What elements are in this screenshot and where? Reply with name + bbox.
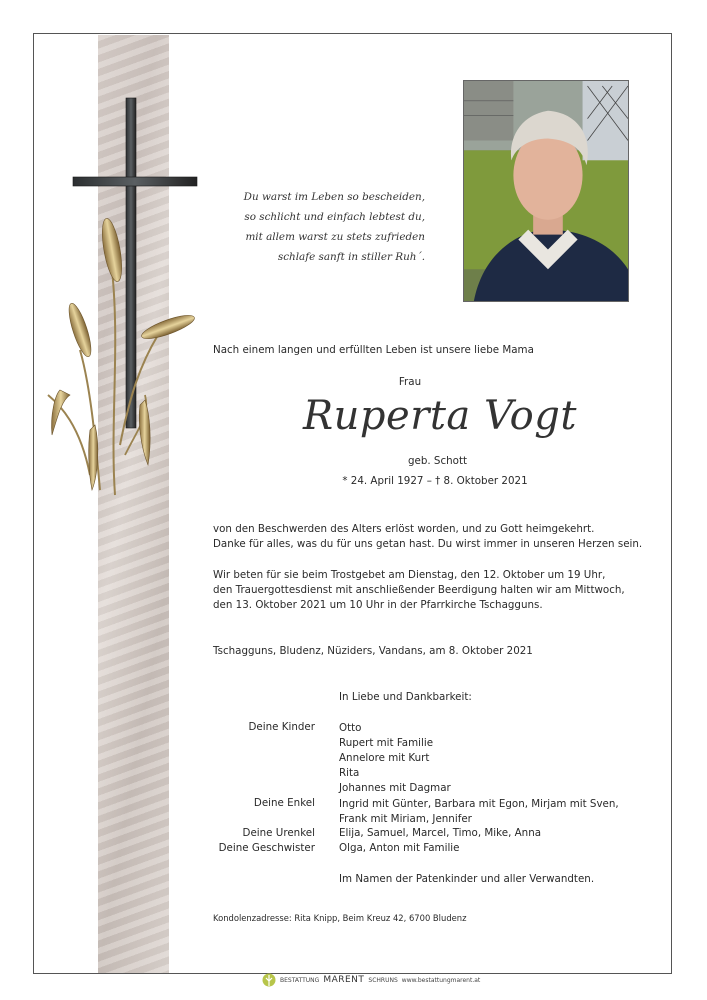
list-item: Otto: [339, 722, 362, 734]
footer-prefix: BESTATTUNG: [280, 976, 320, 984]
footer-website[interactable]: www.bestattungmarent.at: [401, 976, 481, 984]
grandchildren-list: [339, 797, 619, 827]
footer-brand: MARENT: [323, 975, 365, 985]
siblings-list: Olga, Anton mit Familie: [339, 842, 460, 854]
children-label: Deine Kinder: [248, 721, 315, 733]
list-item: Ingrid mit Günter, Barbara mit Egon, Mirjam mit Sven,: [339, 798, 619, 810]
poem-line: so schlicht und einfach lebtest du,: [244, 211, 425, 223]
cross-icon: [40, 95, 210, 510]
intro-text: Nach einem langen und erfüllten Leben ist unsere liebe Mama: [213, 344, 534, 356]
poem: [215, 187, 425, 267]
life-dates: * 24. April 1927 – † 8. Oktober 2021: [342, 475, 528, 487]
service-line: den 13. Oktober 2021 um 10 Uhr in der Pfarrkirche Tschagguns.: [213, 599, 543, 611]
poem-line: Du warst im Leben so bescheiden,: [243, 191, 425, 203]
salutation: Frau: [398, 376, 422, 388]
deceased-name: Ruperta Vogt: [303, 393, 577, 439]
list-item: Frank mit Miriam, Jennifer: [339, 813, 472, 825]
maiden-name: geb. Schott: [407, 455, 468, 467]
leaf-icon: [262, 972, 276, 988]
list-item: Johannes mit Dagmar: [339, 782, 451, 794]
place-date: Tschagguns, Bludenz, Nüziders, Vandans, am 8. Oktober 2021: [213, 645, 533, 657]
condolence-address: Kondolenzadresse: Rita Knipp, Beim Kreuz 42, 6700 Bludenz: [213, 913, 467, 923]
list-item: Rita: [339, 767, 360, 779]
wheat-icon: [48, 217, 197, 495]
closing-line: In Liebe und Dankbarkeit:: [339, 691, 472, 703]
grandchildren-label: Deine Enkel: [253, 797, 315, 809]
service-line: Wir beten für sie beim Trostgebet am Dienstag, den 12. Oktober um 19 Uhr,: [213, 569, 606, 581]
message-line: Danke für alles, was du für uns getan hast. Du wirst immer in unseren Herzen sein.: [213, 538, 643, 550]
relatives-line: Im Namen der Patenkinder und aller Verwandten.: [339, 873, 595, 885]
message-line: von den Beschwerden des Alters erlöst worden, und zu Gott heimgekehrt.: [213, 523, 595, 535]
portrait-photo: [463, 80, 629, 302]
service-paragraph: [213, 568, 625, 613]
great-grandchildren-label: Deine Urenkel: [242, 827, 315, 839]
great-grandchildren-list: Elija, Samuel, Marcel, Timo, Mike, Anna: [339, 827, 542, 839]
list-item: Rupert mit Familie: [339, 737, 434, 749]
children-list: [339, 721, 451, 796]
list-item: Annelore mit Kurt: [339, 752, 430, 764]
service-line: den Trauergottesdienst mit anschließender Beerdigung halten wir am Mittwoch,: [213, 584, 625, 596]
poem-line: mit allem warst zu stets zufrieden: [245, 231, 425, 243]
poem-line: schlafe sanft in stiller Ruh´.: [277, 251, 425, 263]
footer-location: SCHRUNS: [368, 976, 398, 984]
message-paragraph: [213, 522, 642, 552]
footer: [262, 971, 480, 989]
siblings-label: Deine Geschwister: [218, 842, 315, 854]
